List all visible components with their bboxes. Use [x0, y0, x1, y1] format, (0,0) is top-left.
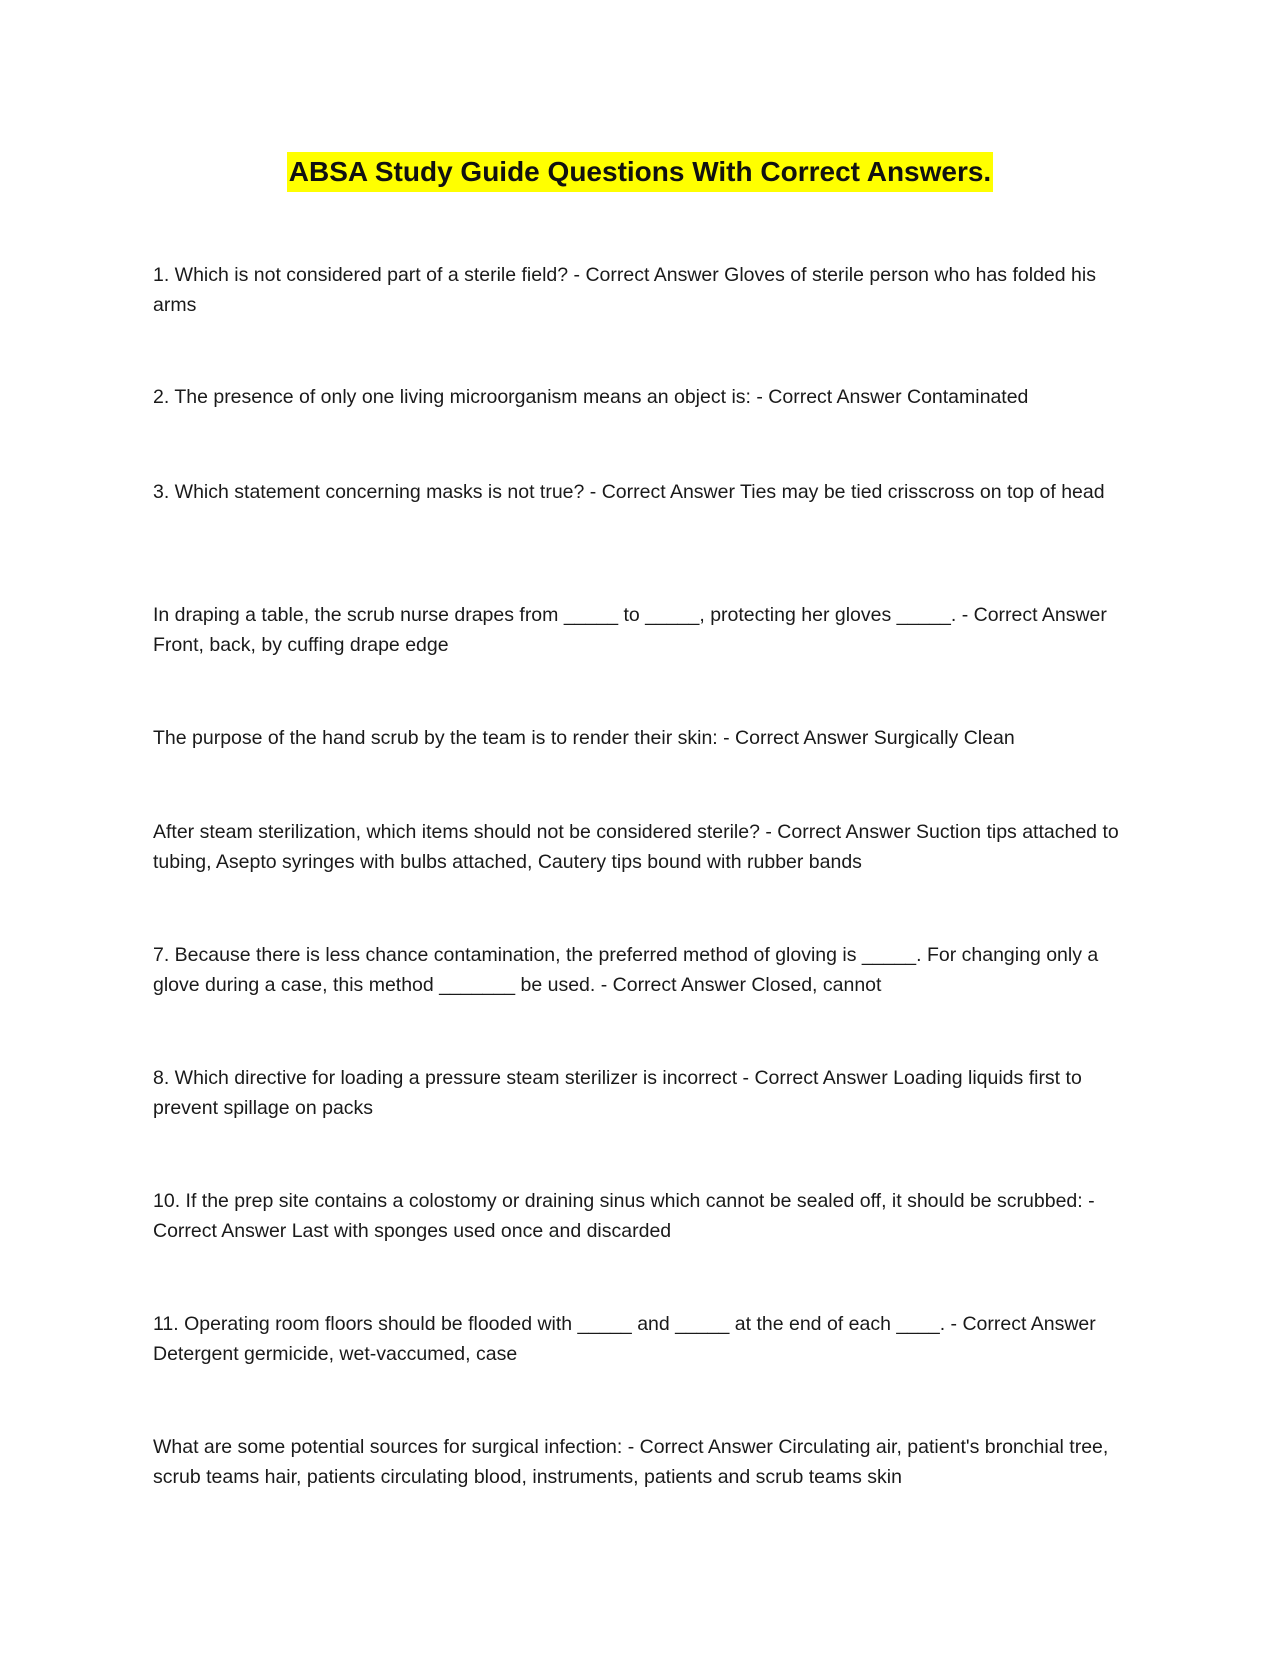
document-title: ABSA Study Guide Questions With Correct Answers. [287, 152, 993, 192]
qa-item: 2. The presence of only one living microorganism means an object is: - Correct Answer Contaminated [153, 386, 1029, 408]
qa-item: 11. Operating room floors should be flooded with _____ and _____ at the end of each ____. - Correct Answer Detergent germicide, wet-vaccumed, case [153, 1313, 1096, 1365]
qa-item: 3. Which statement concerning masks is not true? - Correct Answer Ties may be tied crisscross on top of head [153, 481, 1105, 503]
title-wrap [0, 152, 1280, 192]
qa-item: After steam sterilization, which items should not be considered sterile? - Correct Answer Suction tips attached to tubing, Asepto syringes with bulbs attached, Cautery tips bound with rubber bands [153, 821, 1119, 873]
qa-item: In draping a table, the scrub nurse drapes from _____ to _____, protecting her gloves _____. - Correct Answer Front, back, by cuffing drape edge [153, 604, 1107, 656]
qa-item: 1. Which is not considered part of a sterile field? - Correct Answer Gloves of sterile person who has folded his arms [153, 264, 1096, 316]
qa-item: 10. If the prep site contains a colostomy or draining sinus which cannot be sealed off, it should be scrubbed: - Correct Answer Last with sponges used once and discarded [153, 1190, 1095, 1242]
qa-item: 8. Which directive for loading a pressure steam sterilizer is incorrect - Correct Answer Loading liquids first to prevent spillage on packs [153, 1067, 1082, 1119]
qa-item: The purpose of the hand scrub by the team is to render their skin: - Correct Answer Surgically Clean [153, 727, 1015, 749]
qa-item: 7. Because there is less chance contamination, the preferred method of gloving is _____. For changing only a glove during a case, this method _______ be used. - Correct Answer Closed, cannot [153, 944, 1099, 996]
qa-item: What are some potential sources for surgical infection: - Correct Answer Circulating air, patient's bronchial tree, scrub teams hair, patients circulating blood, instruments, patients and scrub teams skin [153, 1436, 1109, 1488]
